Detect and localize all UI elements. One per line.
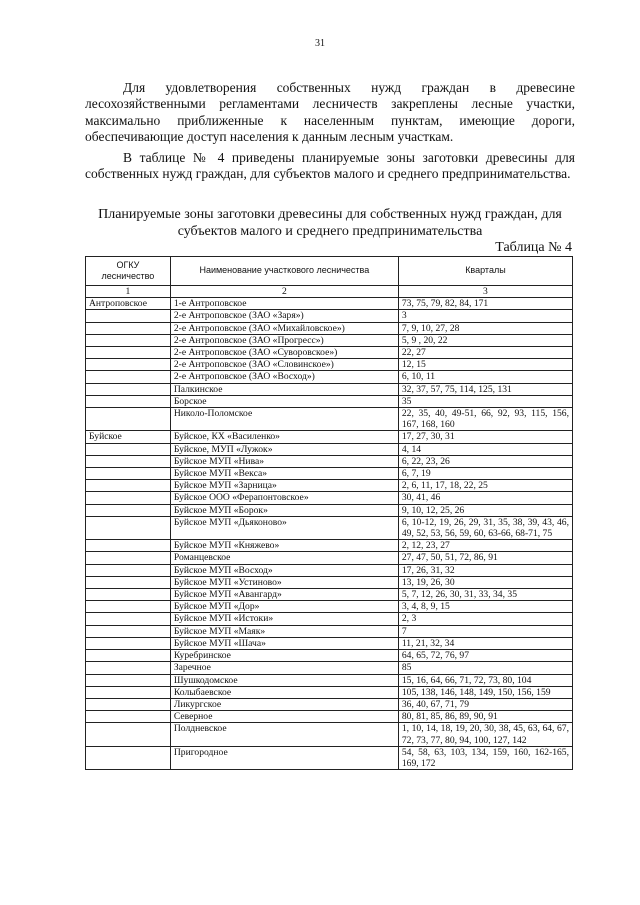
quarters-cell: 64, 65, 72, 76, 97: [398, 650, 572, 662]
district-cell: 2-е Антроповское (ЗАО «Словинское»): [170, 359, 398, 371]
table-row: [86, 359, 573, 371]
district-cell: Буйское МУП «Истоки»: [170, 613, 398, 625]
district-cell: Буйское МУП «Дор»: [170, 601, 398, 613]
forestry-cell: [86, 650, 171, 662]
district-cell: Полдневское: [170, 723, 398, 746]
intro-paragraph: [85, 80, 575, 146]
forestry-cell: [86, 395, 171, 407]
quarters-cell: 17, 27, 30, 31: [398, 431, 572, 443]
table-row: [86, 564, 573, 576]
quarters-cell: 36, 40, 67, 71, 79: [398, 698, 572, 710]
quarters-cell: 15, 16, 64, 66, 71, 72, 73, 80, 104: [398, 674, 572, 686]
quarters-cell: 1, 10, 14, 18, 19, 20, 30, 38, 45, 63, 64, 67, 72, 73, 77, 80, 94, 100, 127, 142: [398, 723, 572, 746]
forestry-cell: [86, 334, 171, 346]
table-row: [86, 723, 573, 746]
column-number-2: 2: [170, 286, 398, 298]
district-cell: Пригородное: [170, 746, 398, 769]
district-cell: 2-е Антроповское (ЗАО «Михайловское»): [170, 322, 398, 334]
quarters-cell: 22, 27: [398, 347, 572, 359]
forestry-cell: Буйское: [86, 431, 171, 443]
district-cell: Буйское МУП «Восход»: [170, 564, 398, 576]
quarters-cell: 17, 26, 31, 32: [398, 564, 572, 576]
forestry-cell: [86, 686, 171, 698]
forestry-cell: [86, 371, 171, 383]
table-row: [86, 746, 573, 769]
forestry-cell: [86, 589, 171, 601]
table-row: [86, 480, 573, 492]
table-row: [86, 552, 573, 564]
forestry-cell: [86, 698, 171, 710]
forestry-cell: [86, 347, 171, 359]
table-row: [86, 383, 573, 395]
quarters-cell: 6, 22, 23, 26: [398, 455, 572, 467]
quarters-cell: 32, 37, 57, 75, 114, 125, 131: [398, 383, 572, 395]
table-row: [86, 504, 573, 516]
table-row: [86, 698, 573, 710]
district-cell: Колыбаевское: [170, 686, 398, 698]
table-row: [86, 468, 573, 480]
quarters-cell: 2, 3: [398, 613, 572, 625]
table-row: [86, 686, 573, 698]
intro-paragraph-text: Для удовлетворения собственных нужд граждан в древесине лесохозяйственными регламентами лесничеств закреплены лесные участки, максимально приближенные к населенным пунктам, имеющие дороги, обеспечивающие доступ населения к данным лесным участкам.: [85, 79, 575, 144]
table-body: [86, 298, 573, 770]
table-row: [86, 576, 573, 588]
district-cell: Буйское МУП «Устиново»: [170, 576, 398, 588]
column-number-1: 1: [86, 286, 171, 298]
forestry-cell: [86, 613, 171, 625]
forestry-cell: [86, 674, 171, 686]
table-row: [86, 637, 573, 649]
quarters-cell: 13, 19, 26, 30: [398, 576, 572, 588]
forestry-cell: [86, 480, 171, 492]
quarters-cell: 7: [398, 625, 572, 637]
quarters-cell: 6, 7, 19: [398, 468, 572, 480]
column-number-row: [86, 286, 573, 298]
district-cell: Буйское МУП «Борок»: [170, 504, 398, 516]
district-cell: Буйское МУП «Векса»: [170, 468, 398, 480]
quarters-cell: 5, 9 , 20, 22: [398, 334, 572, 346]
district-cell: Буйское МУП «Шача»: [170, 637, 398, 649]
district-cell: Заречное: [170, 662, 398, 674]
forestry-cell: [86, 359, 171, 371]
forestry-cell: [86, 443, 171, 455]
forestry-cell: [86, 383, 171, 395]
quarters-cell: 12, 15: [398, 359, 572, 371]
table-row: [86, 408, 573, 431]
forestry-cell: [86, 576, 171, 588]
header-forestry: ОГКУ лесничество: [86, 257, 171, 286]
forestry-cell: [86, 492, 171, 504]
table-row: [86, 589, 573, 601]
forestry-cell: Антроповское: [86, 298, 171, 310]
quarters-cell: 85: [398, 662, 572, 674]
harvest-zones-table: [85, 256, 573, 770]
table-row: [86, 516, 573, 539]
district-cell: 2-е Антроповское (ЗАО «Заря»): [170, 310, 398, 322]
quarters-cell: 105, 138, 146, 148, 149, 150, 156, 159: [398, 686, 572, 698]
header-quarters: Кварталы: [398, 257, 572, 286]
forestry-cell: [86, 601, 171, 613]
table-row: [86, 601, 573, 613]
district-cell: Буйское МУП «Нива»: [170, 455, 398, 467]
quarters-cell: 6, 10, 11: [398, 371, 572, 383]
quarters-cell: 35: [398, 395, 572, 407]
quarters-cell: 7, 9, 10, 27, 28: [398, 322, 572, 334]
table-row: [86, 650, 573, 662]
forestry-cell: [86, 637, 171, 649]
table-reference-paragraph-text: В таблице № 4 приведены планируемые зоны заготовки древесины для собственных нужд граждан, для субъектов малого и среднего предпринимательства.: [85, 149, 575, 181]
table-row: [86, 625, 573, 637]
forestry-cell: [86, 516, 171, 539]
district-cell: Буйское МУП «Зарница»: [170, 480, 398, 492]
district-cell: Буйское МУП «Дьяконово»: [170, 516, 398, 539]
forestry-cell: [86, 468, 171, 480]
forestry-cell: [86, 552, 171, 564]
header-district: Наименование участкового лесничества: [170, 257, 398, 286]
quarters-cell: 2, 6, 11, 17, 18, 22, 25: [398, 480, 572, 492]
district-cell: 2-е Антроповское (ЗАО «Прогресс»): [170, 334, 398, 346]
district-cell: Ликургское: [170, 698, 398, 710]
district-cell: Буйское МУП «Авангард»: [170, 589, 398, 601]
table-row: [86, 443, 573, 455]
table-row: [86, 455, 573, 467]
table-row: [86, 310, 573, 322]
table-row: [86, 298, 573, 310]
quarters-cell: 80, 81, 85, 86, 89, 90, 91: [398, 711, 572, 723]
forestry-cell: [86, 540, 171, 552]
district-cell: Северное: [170, 711, 398, 723]
table-row: [86, 674, 573, 686]
district-cell: Романцевское: [170, 552, 398, 564]
table-row: [86, 334, 573, 346]
district-cell: Буйское ООО «Ферапонтовское»: [170, 492, 398, 504]
district-cell: Буйское МУП «Княжево»: [170, 540, 398, 552]
table-row: [86, 540, 573, 552]
forestry-cell: [86, 564, 171, 576]
table-row: [86, 322, 573, 334]
forestry-cell: [86, 455, 171, 467]
quarters-cell: 73, 75, 79, 82, 84, 171: [398, 298, 572, 310]
quarters-cell: 6, 10-12, 19, 26, 29, 31, 35, 38, 39, 43, 46, 49, 52, 53, 56, 59, 60, 63-66, 68-71, 75: [398, 516, 572, 539]
district-cell: 2-е Антроповское (ЗАО «Восход»): [170, 371, 398, 383]
quarters-cell: 11, 21, 32, 34: [398, 637, 572, 649]
table-row: [86, 662, 573, 674]
forestry-cell: [86, 711, 171, 723]
page-number: 31: [315, 38, 325, 49]
table-label: Таблица № 4: [495, 240, 572, 255]
forestry-cell: [86, 504, 171, 516]
table-row: [86, 347, 573, 359]
table-row: [86, 431, 573, 443]
table-reference-paragraph: [85, 150, 575, 183]
district-cell: 1-е Антроповское: [170, 298, 398, 310]
table-row: [86, 613, 573, 625]
table-row: [86, 395, 573, 407]
column-number-3: 3: [398, 286, 572, 298]
table-row: [86, 371, 573, 383]
quarters-cell: 5, 7, 12, 26, 30, 31, 33, 34, 35: [398, 589, 572, 601]
district-cell: Буйское, МУП «Лужок»: [170, 443, 398, 455]
table-heading: Планируемые зоны заготовки древесины для собственных нужд граждан, для субъектов малого и среднего предпринимательства: [98, 207, 562, 239]
forestry-cell: [86, 310, 171, 322]
district-cell: 2-е Антроповское (ЗАО «Суворовское»): [170, 347, 398, 359]
quarters-cell: 3, 4, 8, 9, 15: [398, 601, 572, 613]
forestry-cell: [86, 408, 171, 431]
table-header-row: [86, 257, 573, 286]
quarters-cell: 22, 35, 40, 49-51, 66, 92, 93, 115, 156, 167, 168, 160: [398, 408, 572, 431]
quarters-cell: 4, 14: [398, 443, 572, 455]
district-cell: Шушкодомское: [170, 674, 398, 686]
district-cell: Николо-Поломское: [170, 408, 398, 431]
district-cell: Буйское МУП «Маяк»: [170, 625, 398, 637]
quarters-cell: 2, 12, 23, 27: [398, 540, 572, 552]
district-cell: Палкинское: [170, 383, 398, 395]
district-cell: Куребринское: [170, 650, 398, 662]
quarters-cell: 27, 47, 50, 51, 72, 86, 91: [398, 552, 572, 564]
district-cell: Буйское, КХ «Василенко»: [170, 431, 398, 443]
quarters-cell: 54, 58, 63, 103, 134, 159, 160, 162-165, 169, 172: [398, 746, 572, 769]
forestry-cell: [86, 322, 171, 334]
table-row: [86, 492, 573, 504]
forestry-cell: [86, 746, 171, 769]
table-row: [86, 711, 573, 723]
district-cell: Борское: [170, 395, 398, 407]
forestry-cell: [86, 723, 171, 746]
forestry-cell: [86, 662, 171, 674]
forestry-cell: [86, 625, 171, 637]
quarters-cell: 3: [398, 310, 572, 322]
quarters-cell: 9, 10, 12, 25, 26: [398, 504, 572, 516]
quarters-cell: 30, 41, 46: [398, 492, 572, 504]
